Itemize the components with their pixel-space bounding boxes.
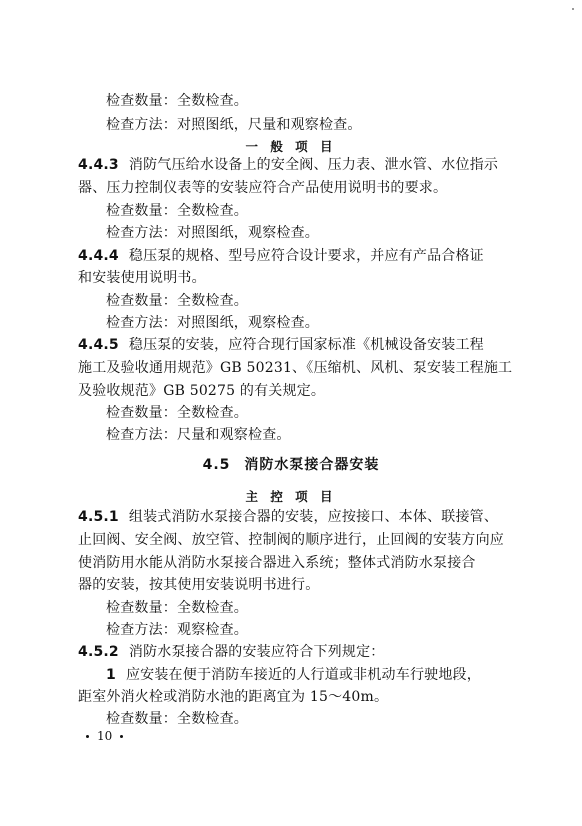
clause-4-4-5-line-1 — [78, 335, 512, 355]
clause-4-4-5-line-2: 施工及验收通用规范》GB 50231、《压缩机、风机、泵安装工程施工 — [78, 360, 513, 376]
clause-number: 4.4.3 — [78, 157, 119, 173]
inspection-method: 检查方法：对照图纸，观察检查。 — [106, 225, 319, 241]
clause-text: 稳压泵的规格、型号应符合设计要求，并应有产品合格证 — [128, 248, 484, 264]
section-title-4-5 — [0, 456, 582, 474]
item-text: 应安装在便于消防车接近的人行道或非机动车行驶地段， — [125, 667, 481, 683]
clause-4-5-1-line-4: 器的安装，按其使用安装说明书进行。 — [78, 577, 320, 593]
page-footer — [78, 728, 131, 744]
section-heading-main: 主 控 项 目 — [245, 489, 337, 504]
clause-4-5-2-line-1 — [78, 642, 512, 662]
clause-text: 组装式消防水泵接合器的安装，应按接口、本体、联接管、 — [128, 509, 499, 525]
clause-number: 4.5.1 — [78, 509, 119, 525]
inspection-quantity: 检查数量：全数检查。 — [106, 405, 248, 421]
section-title-text: 消防水泵接合器安装 — [244, 457, 380, 473]
clause-number: 4.4.4 — [78, 248, 119, 264]
inspection-method: 检查方法：尺量和观察检查。 — [106, 427, 291, 443]
clause-number: 4.5.2 — [78, 644, 119, 660]
section-number: 4.5 — [202, 457, 231, 473]
clause-4-5-2-item-1-line-1 — [106, 665, 540, 685]
item-number: 1 — [106, 667, 116, 683]
inspection-quantity: 检查数量：全数检查。 — [106, 203, 248, 219]
scan-mark — [572, 8, 574, 10]
clause-text: 稳压泵的安装，应符合现行国家标准《机械设备安装工程 — [128, 337, 484, 353]
clause-4-4-3-line-2: 器、压力控制仪表等的安装应符合产品使用说明书的要求。 — [78, 180, 448, 196]
inspection-method: 检查方法：观察检查。 — [106, 622, 248, 638]
clause-4-4-4-line-2: 和安装使用说明书。 — [78, 270, 206, 286]
inspection-method: 检查方法：对照图纸，观察检查。 — [106, 315, 319, 331]
inspection-method: 检查方法：对照图纸，尺量和观察检查。 — [106, 117, 362, 133]
clause-4-5-1-line-3: 使消防用水能从消防水泵接合器进入系统；整体式消防水泵接合 — [78, 555, 476, 571]
bullet-dot — [86, 735, 89, 738]
inspection-quantity: 检查数量：全数检查。 — [106, 293, 248, 309]
clause-4-4-4-line-1 — [78, 246, 512, 266]
inspection-quantity: 检查数量：全数检查。 — [106, 711, 248, 727]
clause-4-5-2-item-1-line-2: 距室外消火栓或消防水池的距离宜为 15～40m。 — [78, 689, 389, 705]
clause-4-4-3-line-1 — [78, 155, 512, 175]
clause-text: 消防气压给水设备上的安全阀、压力表、泄水管、水位指示 — [128, 157, 499, 173]
clause-4-5-1-line-1 — [78, 507, 512, 527]
page-number: 10 — [97, 729, 113, 743]
clause-number: 4.4.5 — [78, 337, 119, 353]
clause-4-5-1-line-2: 止回阀、安全阀、放空管、控制阀的顺序进行，止回阀的安装方向应 — [78, 532, 504, 548]
inspection-quantity: 检查数量：全数检查。 — [106, 93, 248, 109]
section-heading-general: 一 般 项 目 — [245, 139, 337, 154]
clause-4-4-5-line-3: 及验收规范》GB 50275 的有关规定。 — [78, 383, 326, 399]
bullet-dot — [120, 735, 123, 738]
inspection-quantity: 检查数量：全数检查。 — [106, 600, 248, 616]
clause-text: 消防水泵接合器的安装应符合下列规定： — [128, 644, 385, 660]
